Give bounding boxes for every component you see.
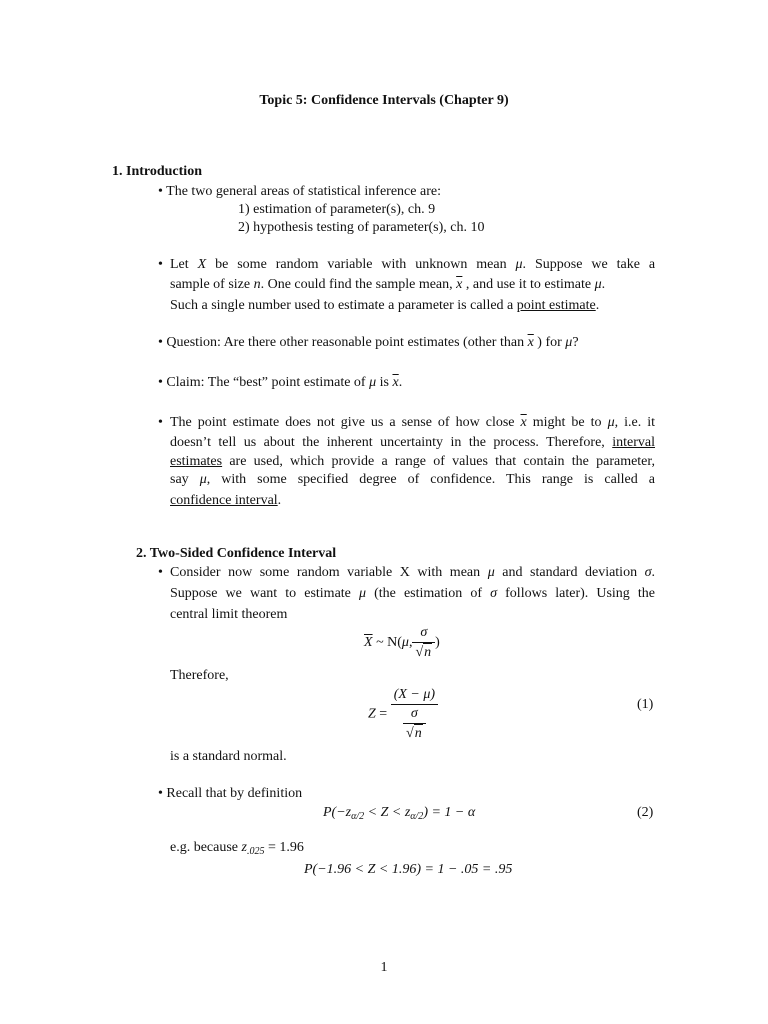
term-confidence-interval: confidence interval: [170, 493, 278, 508]
bullet-recall: • Recall that by definition: [158, 786, 303, 801]
term-interval: interval: [612, 435, 655, 450]
example-line: e.g. because $z_{.025} = 1.96$: [170, 840, 304, 857]
page-number: 1: [380, 960, 388, 975]
page-title: Topic 5: Confidence Intervals (Chapter 9): [259, 93, 509, 108]
paragraph-line: The point estimate does not give us a sense of how close $\overline{x}$ might be to μ, i.e. it: [170, 415, 655, 430]
list-item: 1) estimation of parameter(s), ch. 9: [238, 202, 436, 217]
paragraph-line: Let X be some random variable with unknown mean μ. Suppose we take a: [170, 257, 656, 272]
equation-label: (2): [637, 805, 654, 820]
bullet-inference-areas: • The two general areas of statistical inference are:: [158, 184, 441, 199]
paragraph-line: Such a single number used to estimate a parameter is called a point estimate.: [170, 298, 600, 313]
bullet-question: • Question: Are there other reasonable point estimates (other than $\overline{x}$ ) for μ?: [158, 335, 579, 350]
paragraph-line: Consider now some random variable X with mean μ and standard deviation σ.: [170, 565, 656, 580]
paragraph-line: confidence interval.: [170, 493, 282, 508]
paragraph-line: central limit theorem: [170, 607, 288, 622]
bullet-symbol: •: [158, 415, 163, 430]
equation-probability-definition: $P(-z_{\alpha/2} < Z < z_{\alpha/2}) = 1 - \alpha$: [323, 805, 476, 822]
equation-clt: $\overline{X}$ ~ N(μ, $\frac{\sigma}{√n}$ ): [364, 625, 440, 660]
bullet-symbol: •: [158, 257, 163, 272]
bullet-text: The two general areas of statistical inference are:: [166, 184, 441, 199]
paragraph-line: Suppose we want to estimate μ (the estimation of σ follows later). Using the: [170, 586, 655, 601]
equation-example: P(−1.96 < Z < 1.96) = 1 − .05 = .95: [304, 862, 513, 877]
equation-label: (1): [637, 697, 654, 712]
bullet-claim: • Claim: The “best” point estimate of μ is $\overline{x}$.: [158, 375, 403, 390]
section-heading-two-sided: 2. Two-Sided Confidence Interval: [136, 546, 337, 561]
list-item: 2) hypothesis testing of parameter(s), ch. 10: [238, 220, 485, 235]
paragraph-line: estimates are used, which provide a range of values that contain the parameter,: [170, 454, 656, 469]
paragraph-line: sample of size n. One could find the sample mean, $\overline{x}$ , and use it to estimate μ.: [170, 277, 606, 292]
term-point-estimate: point estimate: [516, 298, 596, 313]
paragraph-line: say μ, with some specified degree of confidence. This range is called a: [170, 472, 656, 487]
term-estimates: estimates: [170, 454, 223, 469]
paragraph-line: doesn’t tell us about the inherent uncertainty in the process. Therefore, interval: [170, 435, 655, 450]
section-heading-introduction: 1. Introduction: [112, 164, 202, 179]
paragraph-line: is a standard normal.: [170, 749, 287, 764]
equation-z: Z = $\frac{(X - \mu)}{\frac{\sigma}{√n}}$: [368, 686, 438, 743]
paragraph-line: Therefore,: [170, 668, 229, 683]
bullet-symbol: •: [158, 565, 163, 580]
